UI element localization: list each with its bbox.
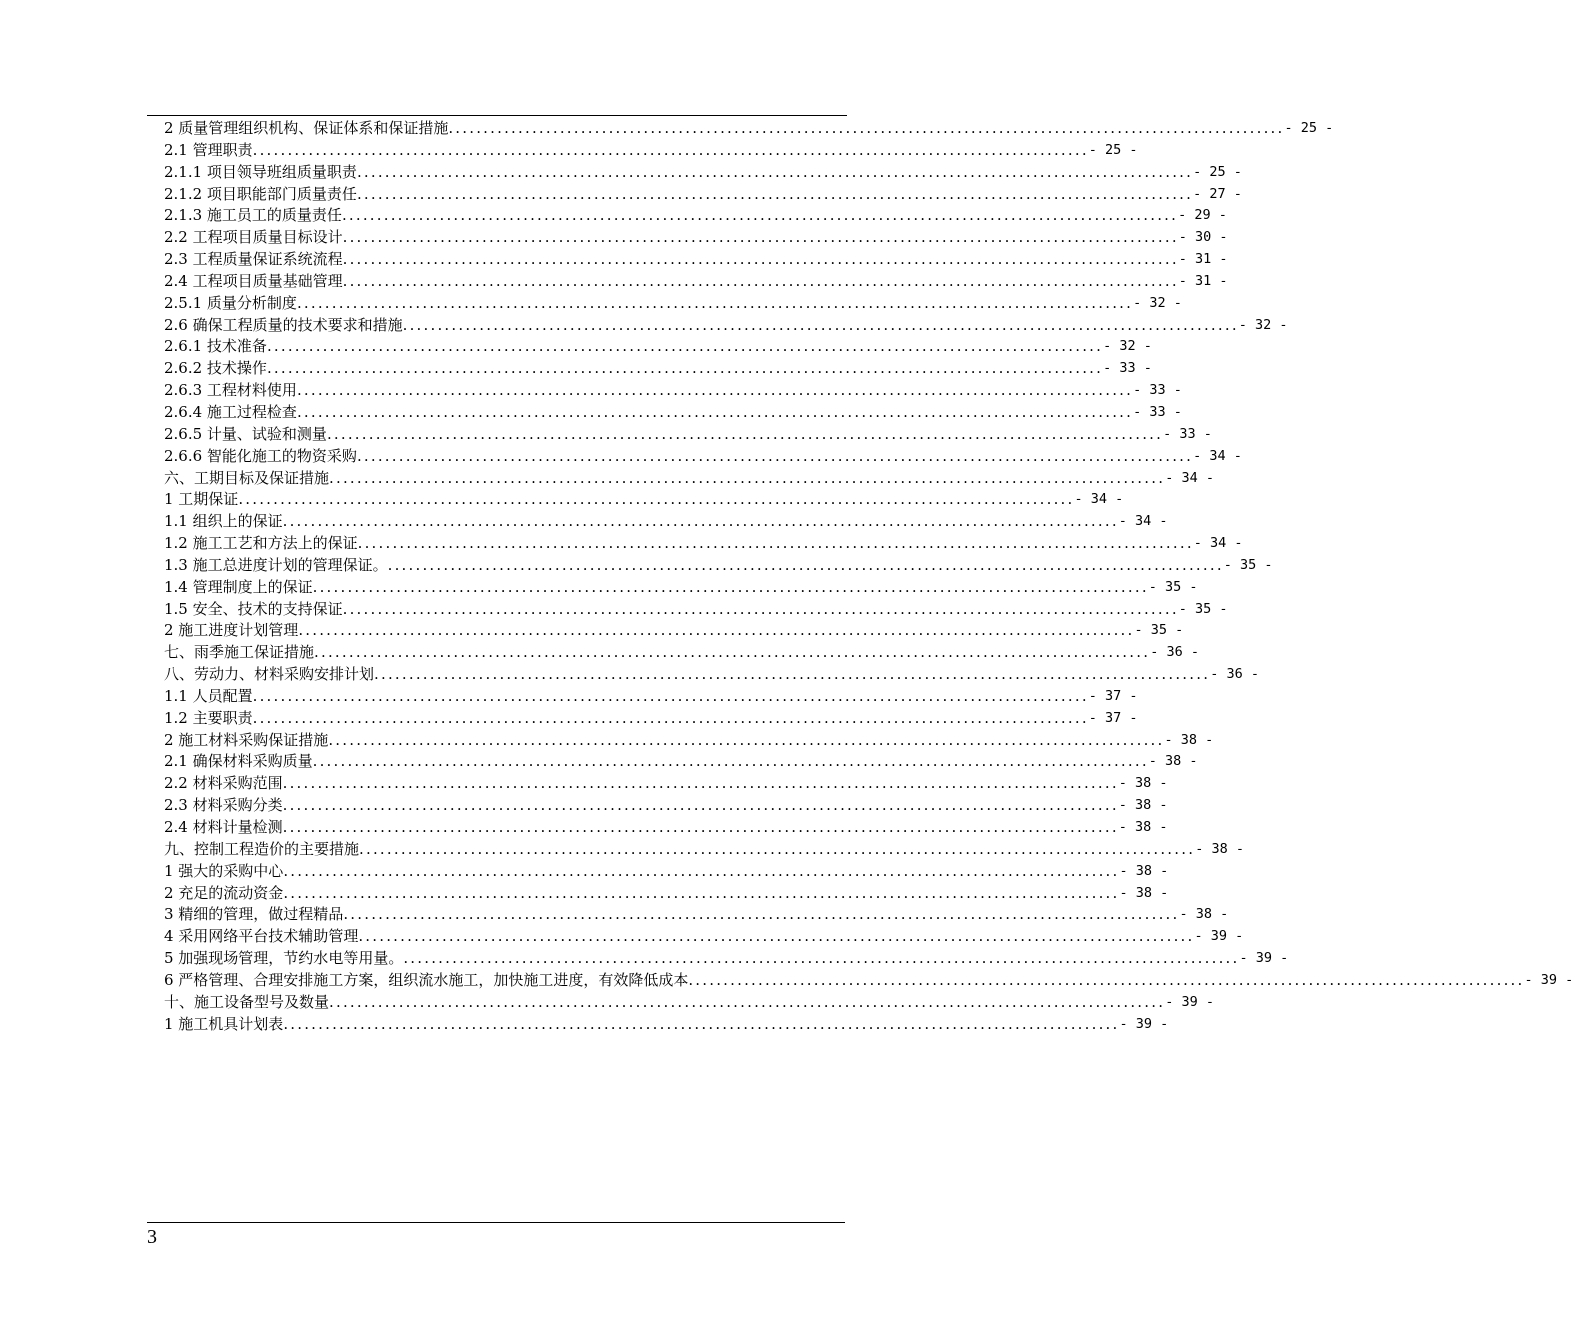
toc-leader-dots: ........................................................................................................................	[283, 1014, 1120, 1033]
toc-entry[interactable]	[164, 358, 1152, 380]
toc-entry[interactable]	[164, 817, 1168, 839]
toc-entry-page: - 34 -	[1165, 469, 1214, 486]
header-rule	[147, 115, 847, 116]
toc-entry-title: 2 施工进度计划管理	[164, 621, 299, 640]
toc-entry-title: 2.6.6 智能化施工的物资采购	[164, 446, 357, 465]
toc-leader-dots: ........................................................................................................................	[356, 446, 1194, 465]
toc-entry[interactable]	[164, 708, 1138, 730]
toc-entry-title: 2.4 工程项目质量基础管理	[164, 271, 343, 290]
toc-leader-dots: ........................................................................................................................	[283, 883, 1120, 902]
toc-leader-dots: ........................................................................................................................	[314, 643, 1151, 662]
toc-entry-page: - 38 -	[1118, 775, 1168, 792]
toc-entry-title: 八、劳动力、材料采购安排计划	[164, 665, 375, 684]
toc-entry[interactable]	[164, 883, 1169, 905]
toc-entry-title: 1.5 安全、技术的支持保证	[164, 599, 343, 618]
toc-entry-page: - 38 -	[1195, 840, 1244, 857]
toc-leader-dots: ........................................................................................................................	[298, 621, 1135, 640]
toc-entry-title: 1 工期保证	[164, 490, 239, 509]
toc-entry-title: 2.6.2 技术操作	[164, 359, 267, 378]
toc-entry[interactable]	[164, 511, 1168, 533]
toc-entry-page: - 31 -	[1178, 272, 1228, 289]
toc-entry[interactable]	[164, 926, 1244, 948]
toc-leader-dots: ........................................................................................................................	[342, 250, 1179, 269]
toc-entry-page: - 32 -	[1103, 338, 1152, 355]
toc-entry-title: 2 施工材料采购保证措施	[164, 730, 329, 749]
toc-entry[interactable]	[164, 904, 1229, 926]
toc-entry-page: - 31 -	[1178, 251, 1228, 268]
toc-entry-title: 2.1.1 项目领导班组质量职责	[164, 162, 357, 181]
toc-entry-title: 七、雨季施工保证措施	[164, 643, 315, 662]
toc-entry[interactable]	[164, 402, 1182, 424]
toc-leader-dots: ........................................................................................................................	[328, 730, 1165, 749]
toc-entry-title: 2.6.1 技术准备	[164, 337, 267, 356]
toc-leader-dots: ........................................................................................................................	[448, 119, 1285, 137]
toc-entry-page: - 35 -	[1134, 622, 1184, 639]
toc-entry-page: - 33 -	[1163, 425, 1212, 442]
toc-entry-page: - 39 -	[1239, 950, 1289, 967]
toc-entry[interactable]	[164, 380, 1182, 402]
toc-entry-page: - 36 -	[1210, 666, 1259, 683]
toc-entry[interactable]	[164, 599, 1228, 621]
toc-entry[interactable]	[164, 184, 1242, 206]
toc-leader-dots: ........................................................................................................................	[359, 839, 1196, 858]
toc-entry-page: - 32 -	[1133, 294, 1182, 311]
toc-entry-page: - 38 -	[1119, 884, 1169, 901]
toc-entry-page: - 39 -	[1119, 1015, 1169, 1032]
toc-entry[interactable]	[164, 555, 1273, 577]
toc-entry-title: 2 充足的流动资金	[164, 883, 284, 902]
toc-entry[interactable]	[164, 489, 1124, 511]
toc-entry-title: 2.1.2 项目职能部门质量责任	[164, 184, 357, 203]
toc-entry-title: 2.6.5 计量、试验和测量	[164, 424, 327, 443]
toc-entry-page: - 34 -	[1193, 447, 1242, 464]
toc-entry[interactable]	[164, 970, 1573, 992]
toc-entry[interactable]	[164, 271, 1228, 293]
toc-leader-dots: ........................................................................................................................	[356, 162, 1194, 181]
toc-entry[interactable]	[164, 162, 1242, 184]
toc-leader-dots: ........................................................................................................................	[238, 490, 1075, 509]
toc-leader-dots: ........................................................................................................................	[358, 927, 1195, 946]
toc-leader-dots: ........................................................................................................................	[282, 774, 1119, 793]
toc-leader-dots: ........................................................................................................................	[387, 555, 1224, 574]
toc-entry-page: - 35 -	[1223, 556, 1273, 573]
toc-entry-title: 2.6.3 工程材料使用	[164, 381, 297, 400]
toc-leader-dots: ........................................................................................................................	[688, 970, 1525, 989]
toc-entry-title: 6 严格管理、合理安排施工方案，组织流水施工，加快施工进度，有效降低成本	[164, 970, 689, 989]
toc-entry-title: 1.1 组织上的保证	[164, 512, 283, 531]
toc-entry-title: 2.3 材料采购分类	[164, 796, 283, 815]
toc-entry-page: - 36 -	[1150, 644, 1199, 661]
toc-entry-title: 2.4 材料计量检测	[164, 818, 283, 836]
toc-entry-page: - 38 -	[1164, 731, 1214, 748]
toc-entry[interactable]	[164, 751, 1198, 773]
table-of-contents	[164, 118, 1573, 1035]
toc-entry-page: - 34 -	[1193, 535, 1243, 552]
toc-entry-page: - 33 -	[1133, 382, 1182, 399]
toc-entry-page: - 25 -	[1088, 141, 1138, 158]
toc-leader-dots: ........................................................................................................................	[402, 315, 1239, 334]
toc-entry-page: - 33 -	[1133, 403, 1182, 420]
toc-entry-page: - 29 -	[1178, 207, 1227, 224]
toc-entry-title: 3 精细的管理，做过程精品	[164, 905, 344, 924]
toc-leader-dots: ........................................................................................................................	[296, 293, 1134, 312]
toc-entry-title: 十、施工设备型号及数量	[164, 992, 330, 1011]
toc-entry-title: 2.2 材料采购范围	[164, 774, 283, 793]
toc-entry-title: 4 采用网络平台技术辅助管理	[164, 927, 359, 946]
toc-entry[interactable]	[164, 1014, 1169, 1036]
toc-entry[interactable]	[164, 336, 1152, 358]
toc-leader-dots: ........................................................................................................................	[282, 818, 1119, 836]
toc-leader-dots: ........................................................................................................................	[283, 861, 1120, 880]
toc-entry[interactable]	[164, 861, 1169, 883]
toc-entry[interactable]	[164, 315, 1288, 337]
toc-leader-dots: ........................................................................................................................	[252, 686, 1089, 705]
toc-entry-page: - 38 -	[1118, 797, 1168, 814]
toc-entry-page: - 34 -	[1118, 513, 1168, 530]
toc-entry-page: - 35 -	[1148, 578, 1198, 595]
toc-entry-title: 1.4 管理制度上的保证	[164, 577, 313, 596]
toc-leader-dots: ........................................................................................................................	[296, 402, 1134, 421]
toc-entry-page: - 37 -	[1088, 709, 1138, 726]
toc-leader-dots: ........................................................................................................................	[342, 599, 1179, 618]
toc-entry[interactable]	[164, 795, 1168, 817]
toc-leader-dots: ........................................................................................................................	[312, 577, 1149, 596]
toc-entry-page: - 38 -	[1118, 819, 1168, 835]
toc-leader-dots: ........................................................................................................................	[282, 796, 1119, 815]
toc-entry-title: 2.1 管理职责	[164, 140, 253, 159]
toc-entry-title: 六、工期目标及保证措施	[164, 468, 330, 487]
toc-entry[interactable]	[164, 642, 1199, 664]
toc-entry[interactable]	[164, 118, 1334, 140]
toc-entry[interactable]	[164, 730, 1214, 752]
toc-entry[interactable]	[164, 533, 1243, 555]
toc-entry[interactable]	[164, 773, 1168, 795]
toc-entry[interactable]	[164, 293, 1182, 315]
toc-entry-page: - 32 -	[1238, 316, 1288, 333]
toc-entry-title: 5 加强现场管理，节约水电等用量。	[164, 949, 404, 968]
toc-leader-dots: ........................................................................................................................	[342, 228, 1179, 247]
toc-leader-dots: ........................................................................................................................	[329, 992, 1166, 1011]
toc-entry-title: 1.2 主要职责	[164, 708, 253, 727]
toc-entry[interactable]	[164, 839, 1244, 861]
toc-leader-dots: ........................................................................................................................	[357, 534, 1194, 553]
toc-entry-title: 2.1 确保材料采购质量	[164, 752, 313, 771]
footer-rule	[147, 1222, 845, 1223]
toc-entry-page: - 25 -	[1284, 120, 1334, 136]
toc-entry-page: - 38 -	[1119, 862, 1169, 879]
toc-leader-dots: ........................................................................................................................	[252, 140, 1089, 159]
toc-entry-title: 1 强大的采购中心	[164, 861, 284, 880]
toc-entry-title: 2.1.3 施工员工的质量责任	[164, 206, 342, 225]
toc-entry-title: 九、控制工程造价的主要措施	[164, 839, 360, 858]
toc-leader-dots: ........................................................................................................................	[312, 752, 1149, 771]
toc-entry-page: - 39 -	[1194, 928, 1244, 945]
toc-entry-page: - 38 -	[1148, 753, 1198, 770]
toc-entry[interactable]	[164, 664, 1259, 686]
toc-entry[interactable]	[164, 577, 1198, 599]
toc-entry-page: - 39 -	[1524, 971, 1573, 988]
toc-leader-dots: ........................................................................................................................	[342, 271, 1179, 290]
toc-leader-dots: ........................................................................................................................	[356, 184, 1194, 203]
toc-entry-page: - 27 -	[1193, 185, 1242, 202]
toc-entry[interactable]	[164, 468, 1214, 490]
toc-entry[interactable]	[164, 227, 1228, 249]
toc-entry-page: - 39 -	[1165, 993, 1214, 1010]
toc-entry[interactable]	[164, 424, 1212, 446]
toc-entry-title: 2.6 确保工程质量的技术要求和措施	[164, 315, 403, 334]
toc-entry-title: 1.3 施工总进度计划的管理保证。	[164, 555, 388, 574]
toc-entry[interactable]	[164, 446, 1242, 468]
toc-entry-page: - 25 -	[1193, 163, 1242, 180]
toc-entry-title: 2 质量管理组织机构、保证体系和保证措施	[164, 119, 449, 137]
toc-entry-page: - 38 -	[1179, 906, 1229, 923]
toc-entry-page: - 37 -	[1088, 687, 1138, 704]
toc-leader-dots: ........................................................................................................................	[252, 708, 1089, 727]
toc-entry[interactable]	[164, 948, 1289, 970]
toc-entry-title: 2.6.4 施工过程检查	[164, 402, 297, 421]
toc-entry-page: - 30 -	[1178, 229, 1228, 246]
toc-leader-dots: ........................................................................................................................	[266, 337, 1104, 356]
toc-entry-title: 2.5.1 质量分析制度	[164, 293, 297, 312]
toc-leader-dots: ........................................................................................................................	[341, 206, 1179, 225]
toc-entry-page: - 33 -	[1103, 360, 1152, 377]
toc-entry-title: 2.2 工程项目质量目标设计	[164, 228, 343, 247]
toc-entry[interactable]	[164, 992, 1214, 1014]
toc-leader-dots: ........................................................................................................................	[326, 424, 1164, 443]
toc-leader-dots: ........................................................................................................................	[403, 949, 1240, 968]
toc-leader-dots: ........................................................................................................................	[374, 665, 1211, 684]
toc-leader-dots: ........................................................................................................................	[329, 468, 1166, 487]
toc-entry-page: - 35 -	[1178, 600, 1228, 617]
toc-entry-page: - 34 -	[1074, 491, 1124, 508]
toc-leader-dots: ........................................................................................................................	[296, 381, 1134, 400]
toc-entry-title: 1 施工机具计划表	[164, 1014, 284, 1033]
toc-entry[interactable]	[164, 249, 1228, 271]
toc-leader-dots: ........................................................................................................................	[282, 512, 1119, 531]
toc-entry[interactable]	[164, 140, 1138, 162]
toc-entry[interactable]	[164, 620, 1184, 642]
toc-entry[interactable]	[164, 686, 1138, 708]
toc-leader-dots: ........................................................................................................................	[266, 359, 1104, 378]
toc-entry-title: 2.3 工程质量保证系统流程	[164, 250, 343, 269]
toc-entry[interactable]	[164, 205, 1227, 227]
toc-entry-title: 1.1 人员配置	[164, 686, 253, 705]
page-number: 3	[147, 1226, 157, 1248]
toc-entry-title: 1.2 施工工艺和方法上的保证	[164, 534, 358, 553]
toc-leader-dots: ........................................................................................................................	[343, 905, 1180, 924]
